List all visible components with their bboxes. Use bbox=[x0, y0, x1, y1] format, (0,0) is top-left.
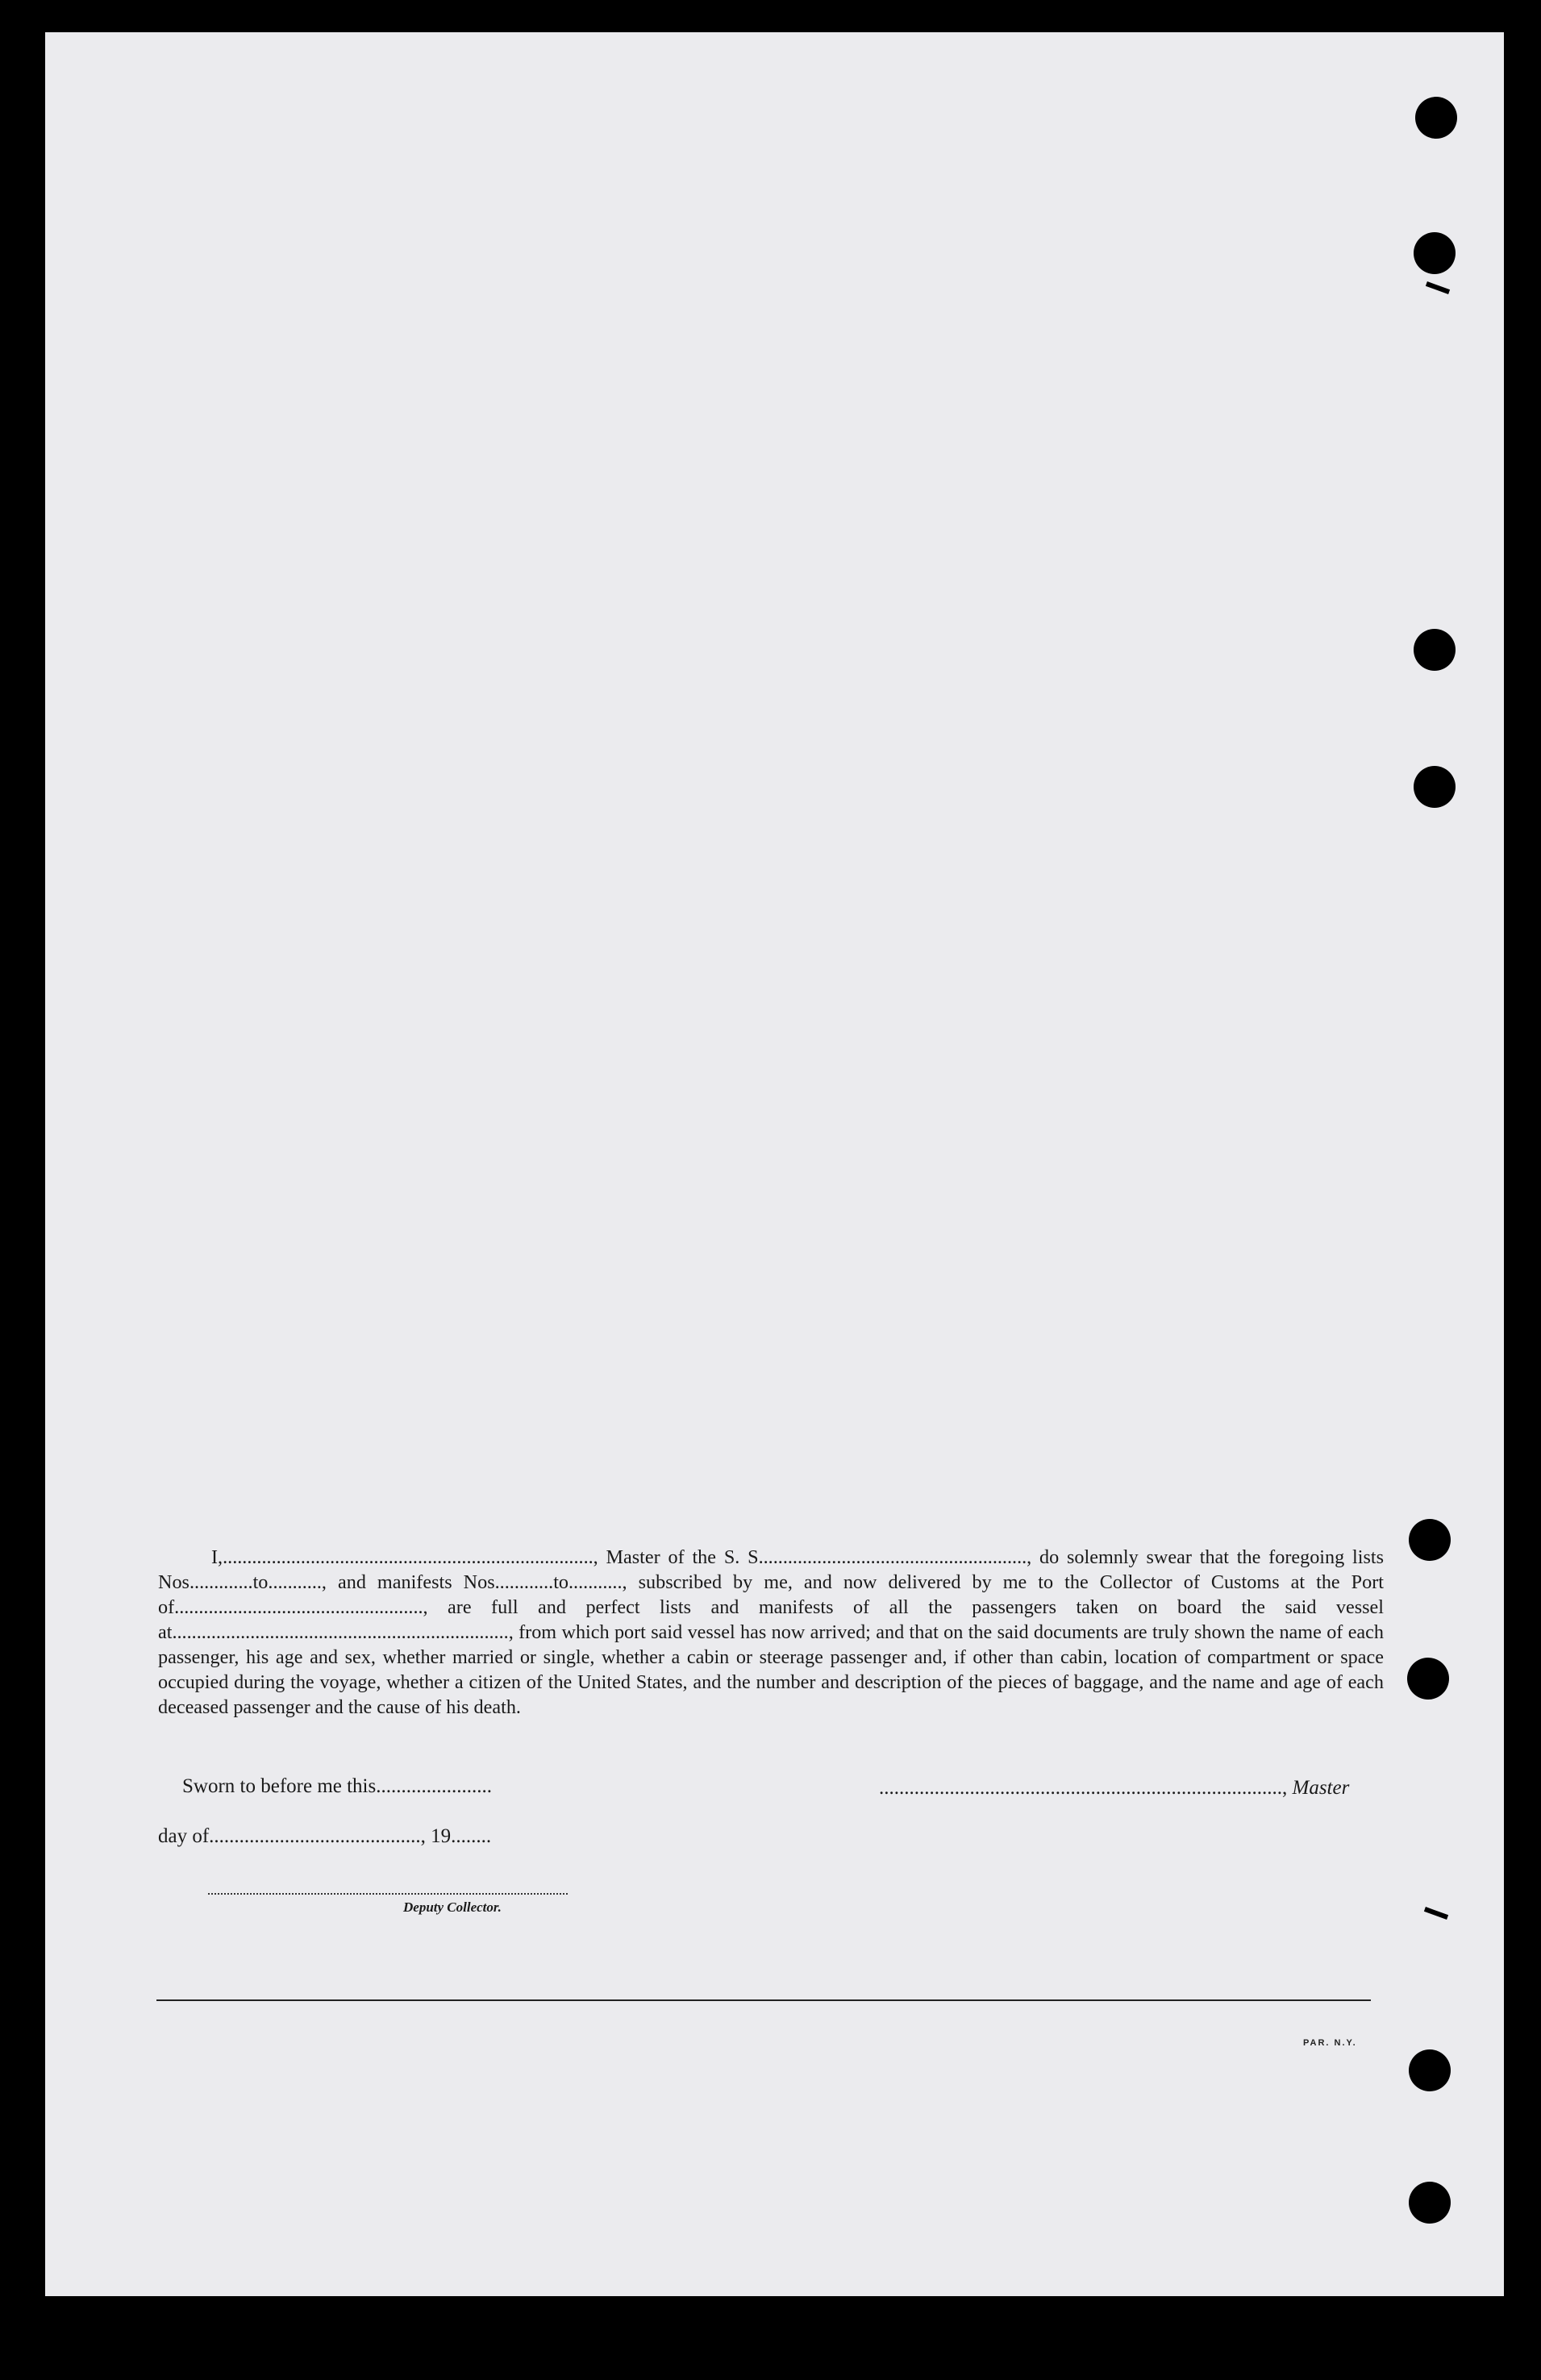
master-label: Master bbox=[1292, 1777, 1350, 1799]
binder-hole-3 bbox=[1414, 629, 1456, 671]
day-label: day of.........................................., 19........ bbox=[158, 1825, 492, 1847]
binder-hole-1 bbox=[1415, 97, 1457, 139]
binder-hole-7 bbox=[1409, 2049, 1451, 2091]
binder-hole-6 bbox=[1407, 1658, 1449, 1700]
sworn-label: Sworn to before me this....................... bbox=[182, 1775, 492, 1797]
deputy-signature-line bbox=[208, 1893, 568, 1895]
master-signature-line bbox=[879, 1777, 1349, 1800]
document-page bbox=[45, 32, 1504, 2296]
footer-rule bbox=[156, 1999, 1371, 2001]
binder-hole-4 bbox=[1414, 766, 1456, 808]
binder-hole-5 bbox=[1409, 1519, 1451, 1561]
oath-text: I,............................................................................, Master of the S. S......................................................., do solemnly swear that the foregoing lists Nos.............to..........., and manifests Nos............to..........., subscribed by me, and now delivered by me to the Collector of Customs at the Port of..................................................., are full and perfect lists and manifests of all the passengers taken on board the said vessel at....................................................................., from which port said vessel has now arrived; and that on the said documents are truly shown the name of each passenger, his age and sex, whether married or single, whether a cabin or steerage passenger and, if other than cabin, location of compartment or space occupied during the voyage, whether a citizen of the United States, and the number and description of the pieces of baggage, and the name and age of each deceased passenger and the cause of his death. bbox=[158, 1546, 1384, 1718]
binder-hole-2 bbox=[1414, 232, 1456, 274]
deputy-collector-caption: Deputy Collector. bbox=[403, 1899, 502, 1915]
master-dotted-line: ................................................................................, bbox=[879, 1777, 1288, 1799]
binder-hole-8 bbox=[1409, 2182, 1451, 2224]
printer-mark: PAR. N.Y. bbox=[1303, 2038, 1357, 2048]
master-oath-paragraph bbox=[158, 1545, 1384, 1720]
